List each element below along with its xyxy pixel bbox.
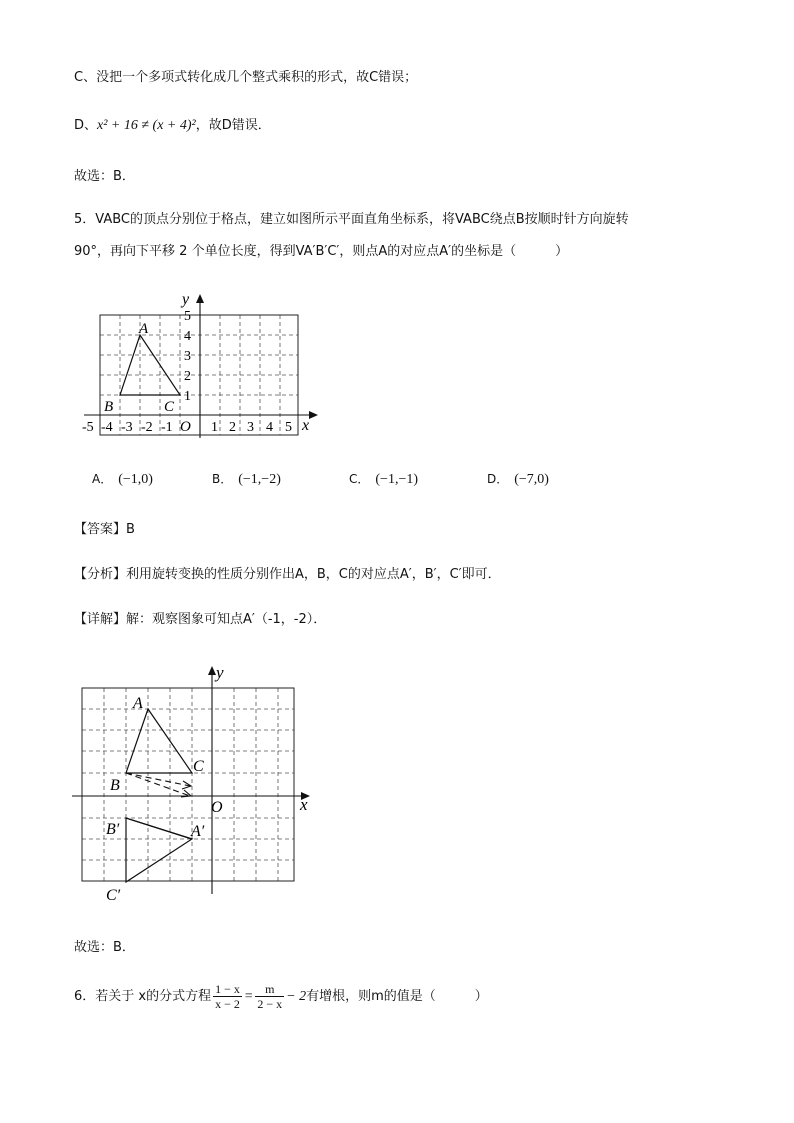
fraction-2 xyxy=(255,982,284,1011)
point-a1-label: A′ xyxy=(191,823,205,840)
option-c-letter: C． xyxy=(349,472,370,486)
option-b-value: (−1,−2) xyxy=(238,472,281,487)
coordinate-figure-1 xyxy=(80,290,330,440)
option-d-prefix: D、 xyxy=(74,118,98,133)
x-tick-4: 4 xyxy=(266,420,273,435)
y-axis-label-2: y xyxy=(216,663,224,682)
fraction-1-denominator: x − 2 xyxy=(215,997,240,1011)
point-a-label-2: A xyxy=(133,695,143,712)
y-tick-labels-1 xyxy=(184,309,191,404)
coordinate-figure-2 xyxy=(66,658,336,908)
point-c1-label: C′ xyxy=(106,887,121,904)
fraction-2-denominator: 2 − x xyxy=(257,997,283,1011)
question-5-line-2: 90°，再向下平移 2 个单位长度，得到VA′B′C′，则点A的对应点A′的坐标是（ ） xyxy=(74,244,569,259)
q6-prefix: 6．若关于 x的分式方程 xyxy=(74,989,212,1004)
x-tick-3: 3 xyxy=(247,420,254,435)
minus-two: − 2 xyxy=(286,989,307,1004)
x-tick-neg2: -2 xyxy=(141,420,153,435)
analysis-line: 【分析】利用旋转变换的性质分别作出A，B，C的对应点A′，B′，C′即可． xyxy=(74,567,501,582)
option-c-value: (−1,−1) xyxy=(375,472,419,487)
x-tick-neg3: -3 xyxy=(121,420,133,435)
x-axis-label-1: x xyxy=(302,417,310,434)
x-tick-5: 5 xyxy=(285,420,292,435)
triangle-a1b1c1 xyxy=(126,818,192,882)
x-tick-neg5: -5 xyxy=(82,420,94,435)
triangle-abc-2 xyxy=(126,709,192,773)
answer-line: 【答案】B xyxy=(74,522,135,537)
x-tick-neg1: -1 xyxy=(161,420,173,435)
y-tick-3: 3 xyxy=(184,349,191,364)
option-d-value: (−7,0) xyxy=(514,472,549,487)
option-d-suffix: ，故D错误． xyxy=(195,118,271,133)
option-d[interactable] xyxy=(487,470,549,488)
option-c[interactable] xyxy=(349,470,418,488)
y-tick-4: 4 xyxy=(184,329,191,344)
choice-line-1: 故选：B． xyxy=(74,169,135,184)
grid-1 xyxy=(100,315,298,435)
option-d-letter: D． xyxy=(487,472,509,486)
option-d-expression: x² + 16 ≠ (x + 4)² xyxy=(97,118,196,133)
x-tick-neg4: -4 xyxy=(101,420,113,435)
x-axis-label-2: x xyxy=(300,795,308,814)
option-b-letter: B． xyxy=(212,472,233,486)
x-axis-arrow-1 xyxy=(309,411,318,419)
option-a-letter: A． xyxy=(92,472,113,486)
fraction-1-numerator: 1 − x xyxy=(215,982,240,996)
option-c-explanation: C、没把一个多项式转化成几个整式乘积的形式，故C错误； xyxy=(74,70,418,85)
x-tick-2: 2 xyxy=(229,420,236,435)
fraction-2-numerator: m xyxy=(255,982,284,997)
y-tick-1: 1 xyxy=(184,389,191,404)
rotation-dashes xyxy=(126,773,190,796)
question-6-line xyxy=(74,980,488,1014)
point-b1-label: B′ xyxy=(106,821,120,838)
option-d-explanation xyxy=(74,116,271,136)
option-a-value: (−1,0) xyxy=(118,472,153,487)
b1-a1-upper-line xyxy=(126,818,192,839)
choice-line-2: 故选：B． xyxy=(74,940,135,955)
point-a-label-1: A xyxy=(139,321,149,337)
detail-line: 【详解】解：观察图象可知点A′（-1，-2）． xyxy=(74,612,327,627)
x-tick-1: 1 xyxy=(211,420,218,435)
origin-label-1: O xyxy=(180,419,191,435)
fraction-1 xyxy=(213,982,242,1011)
q6-suffix: 有增根，则m的值是（ ） xyxy=(306,989,488,1004)
point-c-label-2: C xyxy=(193,758,204,775)
y-axis-arrow-2 xyxy=(208,666,216,675)
y-axis-arrow-1 xyxy=(196,294,204,303)
option-a[interactable] xyxy=(92,470,153,488)
triangle-abc xyxy=(120,335,180,395)
y-tick-2: 2 xyxy=(184,369,191,384)
y-axis-label-1: y xyxy=(182,291,190,308)
option-b[interactable] xyxy=(212,470,281,488)
y-tick-5: 5 xyxy=(184,309,191,324)
question-5-line-1: 5．VABC的顶点分别位于格点，建立如图所示平面直角坐标系，将VABC绕点B按顺时针方向旋转 xyxy=(74,212,629,227)
equals-sign: = xyxy=(243,989,254,1004)
origin-label-2: O xyxy=(211,799,223,816)
point-b-label-2: B xyxy=(110,777,120,794)
point-c-label-1: C xyxy=(164,399,175,415)
point-b-label-1: B xyxy=(104,399,114,415)
